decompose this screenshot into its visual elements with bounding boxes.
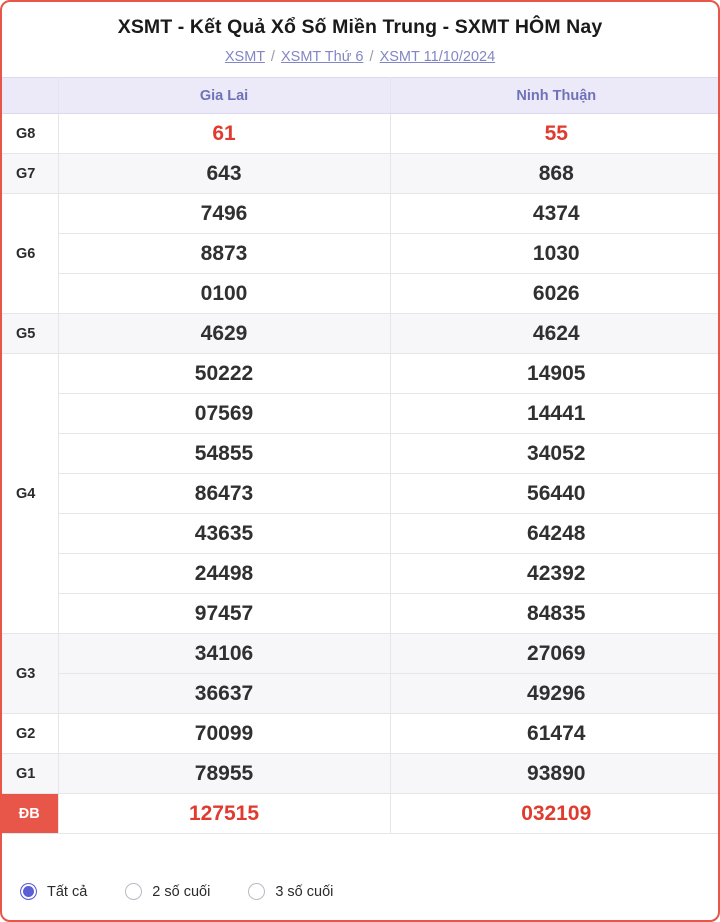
prize-value: 643 <box>58 154 390 194</box>
prize-label-g4: G4 <box>2 354 58 634</box>
prize-value: 4629 <box>58 314 390 354</box>
prize-value: 34052 <box>390 434 720 474</box>
prize-value: 50222 <box>58 354 390 394</box>
table-row <box>2 674 720 714</box>
table-row <box>2 794 720 834</box>
prize-value: 56440 <box>390 474 720 514</box>
page-title: XSMT - Kết Quả Xổ Số Miền Trung - SXMT HÔM Nay <box>117 16 603 38</box>
prize-value: 14441 <box>390 394 720 434</box>
prize-value: 34106 <box>58 634 390 674</box>
table-row <box>2 594 720 634</box>
prize-value: 61 <box>58 114 390 154</box>
breadcrumb-item-1[interactable]: XSMT Thứ 6 <box>280 49 364 65</box>
prize-label-g6: G6 <box>2 194 58 314</box>
prize-value: 61474 <box>390 714 720 754</box>
prize-value: 6026 <box>390 274 720 314</box>
filter-option-label: 3 số cuối <box>275 883 334 900</box>
table-row <box>2 354 720 394</box>
breadcrumb-separator-0: / <box>270 49 275 65</box>
prize-value: 07569 <box>58 394 390 434</box>
prize-value: 032109 <box>390 794 720 834</box>
results-table <box>2 77 720 834</box>
radio-selected-icon[interactable] <box>20 883 37 900</box>
table-row <box>2 434 720 474</box>
column-header-prize <box>2 78 58 114</box>
page-header <box>2 2 718 69</box>
table-row <box>2 114 720 154</box>
table-row <box>2 314 720 354</box>
filter-option-last-2[interactable] <box>125 883 210 900</box>
table-row <box>2 274 720 314</box>
prize-label-db: ĐB <box>2 794 58 834</box>
prize-value: 14905 <box>390 354 720 394</box>
radio-icon[interactable] <box>125 883 142 900</box>
table-row <box>2 554 720 594</box>
prize-label-g8: G8 <box>2 114 58 154</box>
prize-value: 86473 <box>58 474 390 514</box>
table-row <box>2 514 720 554</box>
prize-value: 54855 <box>58 434 390 474</box>
prize-value: 868 <box>390 154 720 194</box>
table-row <box>2 394 720 434</box>
table-row <box>2 634 720 674</box>
prize-value: 36637 <box>58 674 390 714</box>
column-header-province-2: Ninh Thuận <box>390 78 720 114</box>
prize-value: 4624 <box>390 314 720 354</box>
table-row <box>2 714 720 754</box>
prize-value: 42392 <box>390 554 720 594</box>
prize-label-g7: G7 <box>2 154 58 194</box>
prize-value: 8873 <box>58 234 390 274</box>
column-header-province-1: Gia Lai <box>58 78 390 114</box>
prize-label-g5: G5 <box>2 314 58 354</box>
prize-label-g2: G2 <box>2 714 58 754</box>
filter-option-label: 2 số cuối <box>152 883 211 900</box>
filter-options <box>2 861 718 920</box>
prize-value: 97457 <box>58 594 390 634</box>
prize-label-g1: G1 <box>2 754 58 794</box>
radio-icon[interactable] <box>248 883 265 900</box>
prize-value: 70099 <box>58 714 390 754</box>
prize-value: 127515 <box>58 794 390 834</box>
prize-value: 49296 <box>390 674 720 714</box>
prize-value: 27069 <box>390 634 720 674</box>
filter-option-last-3[interactable] <box>248 883 333 900</box>
table-row <box>2 234 720 274</box>
prize-value: 1030 <box>390 234 720 274</box>
prize-value: 24498 <box>58 554 390 594</box>
breadcrumb-separator-1: / <box>369 49 374 65</box>
breadcrumb-item-0[interactable]: XSMT <box>224 49 265 65</box>
breadcrumb-item-2[interactable]: XSMT 11/10/2024 <box>379 49 496 65</box>
prize-value: 7496 <box>58 194 390 234</box>
prize-label-g3: G3 <box>2 634 58 714</box>
prize-value: 43635 <box>58 514 390 554</box>
filter-option-label: Tất cả <box>47 883 88 900</box>
prize-value: 93890 <box>390 754 720 794</box>
table-row <box>2 474 720 514</box>
prize-value: 4374 <box>390 194 720 234</box>
prize-value: 84835 <box>390 594 720 634</box>
table-row <box>2 194 720 234</box>
prize-value: 78955 <box>58 754 390 794</box>
breadcrumb <box>10 49 710 65</box>
filter-option-all[interactable] <box>20 883 87 900</box>
table-header-row <box>2 78 720 114</box>
prize-value: 64248 <box>390 514 720 554</box>
table-row <box>2 154 720 194</box>
table-row <box>2 754 720 794</box>
prize-value: 0100 <box>58 274 390 314</box>
prize-value: 55 <box>390 114 720 154</box>
